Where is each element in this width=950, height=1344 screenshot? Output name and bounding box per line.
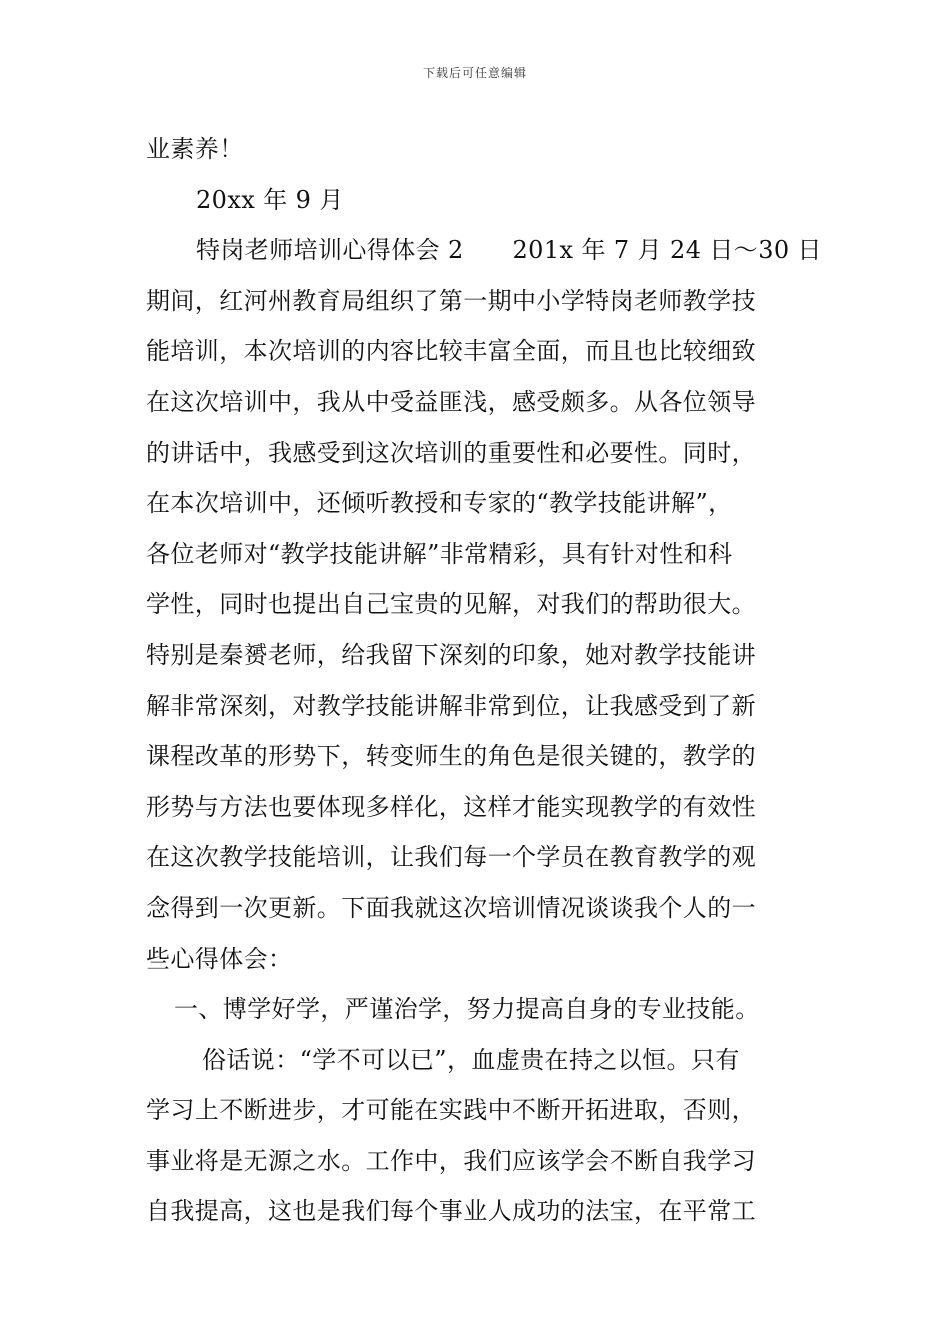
heading-line: 一、博学好学，严谨治学，努力提高自身的专业技能。 (174, 995, 760, 1024)
text-line: 些心得体会： (146, 944, 293, 973)
text-line: 特别是秦赟老师，给我留下深刻的印象，她对教学技能讲 (146, 640, 756, 669)
document-body (146, 124, 822, 1237)
text-line: 课程改革的形势下，转变师生的角色是很关键的，教学的 (146, 742, 756, 771)
section-title-line: 特岗老师培训心得体会 2 201x 年 7 月 24 日～30 日 (196, 236, 822, 265)
text-line: 在这次培训中，我从中受益匪浅，感受颇多。从各位领导 (146, 387, 756, 416)
text-line: 念得到一次更新。下面我就这次培训情况谈谈我个人的一 (146, 893, 756, 922)
date-line: 20xx 年 9 月 (196, 185, 344, 214)
text-line: 各位老师对“教学技能讲解”非常精彩，具有针对性和科 (146, 539, 733, 568)
text-line: 在本次培训中，还倾听教授和专家的“教学技能讲解”， (146, 489, 733, 518)
text-line: 形势与方法也要体现多样化，这样才能实现教学的有效性 (146, 792, 756, 821)
header-note: 下载后可任意编辑 (422, 66, 527, 80)
text-line: 事业将是无源之水。工作中，我们应该学会不断自我学习 (146, 1146, 756, 1175)
text-line: 在这次教学技能培训，让我们每一个学员在教育教学的观 (146, 843, 756, 872)
text-line: 能培训，本次培训的内容比较丰富全面，而且也比较细致 (146, 337, 756, 366)
text-line: 的讲话中，我感受到这次培训的重要性和必要性。同时， (146, 438, 756, 467)
text-line: 自我提高，这也是我们每个事业人成功的法宝，在平常工 (146, 1197, 756, 1226)
text-line: 俗话说：“学不可以已”，血虚贵在持之以恒。只有 (202, 1045, 740, 1074)
text-line: 学性，同时也提出自己宝贵的见解，对我们的帮助很大。 (146, 590, 756, 619)
text-line: 业素养！ (146, 135, 244, 163)
text-line: 解非常深刻，对教学技能讲解非常到位，让我感受到了新 (146, 691, 756, 720)
text-line: 学习上不断进步，才可能在实践中不断开拓进取，否则， (146, 1096, 756, 1125)
text-line: 期间，红河州教育局组织了第一期中小学特岗老师教学技 (146, 286, 756, 315)
